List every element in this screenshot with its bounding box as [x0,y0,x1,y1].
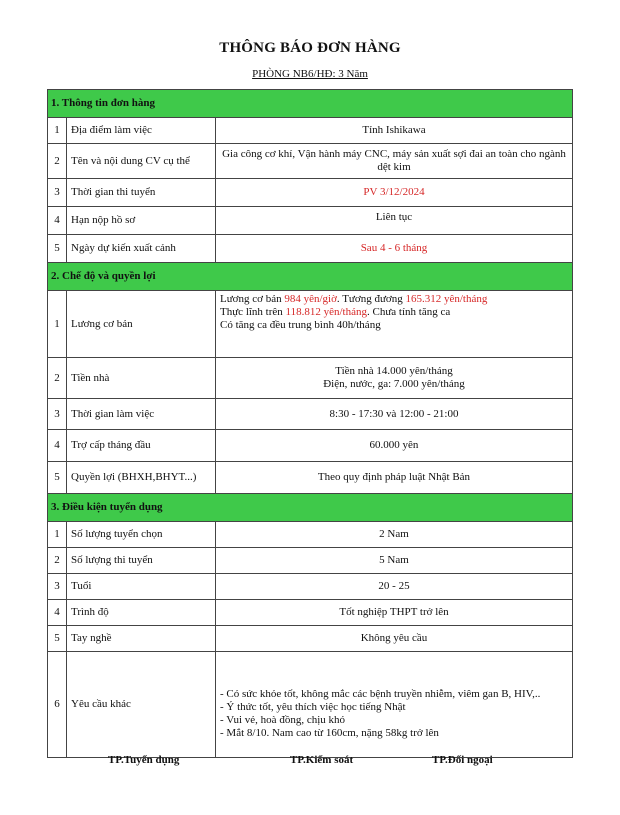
row-label: Tên và nội dung CV cụ thể [67,144,216,179]
row-value: Tốt nghiệp THPT trở lên [216,600,573,626]
row-label: Tay nghề [67,626,216,652]
table-row [48,399,573,430]
row-number: 5 [48,462,67,494]
signature-recruitment: TP.Tuyển dụng [108,754,180,766]
table-row [48,144,573,179]
row-value: Sau 4 - 6 tháng [216,235,573,263]
row-value: Không yêu cầu [216,626,573,652]
row-number: 3 [48,399,67,430]
table-row [48,522,573,548]
row-value: 20 - 25 [216,574,573,600]
row-number: 5 [48,626,67,652]
page-title: THÔNG BÁO ĐƠN HÀNG [219,40,401,56]
table-row [48,358,573,399]
row-value: Liên tục [216,207,573,235]
row-number: 2 [48,548,67,574]
row-label: Hạn nộp hồ sơ [67,207,216,235]
salary-line-1: Lương cơ bản 984 yên/giờ. Tương đương 165.312 yên/tháng [220,293,488,305]
row-label: Ngày dự kiến xuất cảnh [67,235,216,263]
list-item: - Mắt 8/10. Nam cao từ 160cm, nặng 58kg trở lên [220,726,439,739]
utilities-line: Điện, nước, ga: 7.000 yên/tháng [323,378,465,390]
row-label: Thời gian thi tuyển [67,179,216,207]
row-number: 2 [48,358,67,399]
monthly-wage: 165.312 yên/tháng [405,293,488,305]
row-value: 8:30 - 17:30 và 12:00 - 21:00 [216,399,573,430]
row-value: 60.000 yên [216,430,573,462]
table-row [48,118,573,144]
row-value: 2 Nam [216,522,573,548]
list-item: - Ý thức tốt, yêu thích việc học tiếng Nhật [220,700,406,713]
table-row [48,430,573,462]
row-number: 4 [48,207,67,235]
salary-line-3: Có tăng ca đều trung bình 40h/tháng [220,319,381,331]
row-label: Quyền lợi (BHXH,BHYT...) [67,462,216,494]
table-row [48,600,573,626]
section-title: 2. Chế độ và quyền lợi [48,263,573,291]
salary-details [216,291,573,358]
table-row [48,235,573,263]
row-value [216,358,573,399]
row-label: Số lượng tuyển chọn [67,522,216,548]
row-label: Lương cơ bản [67,291,216,358]
row-value: PV 3/12/2024 [216,179,573,207]
section-header-benefits [48,263,573,291]
table-row [48,207,573,235]
rent-line: Tiền nhà 14.000 yên/tháng [335,365,453,377]
row-number: 3 [48,574,67,600]
requirements-list [216,652,573,758]
order-table [47,89,573,758]
row-number: 3 [48,179,67,207]
row-label: Tuổi [67,574,216,600]
row-number: 4 [48,430,67,462]
table-row [48,574,573,600]
table-row [48,462,573,494]
row-label: Số lượng thi tuyển [67,548,216,574]
salary-line-2: Thực lĩnh trên 118.812 yên/tháng. Chưa tính tăng ca [220,306,451,318]
net-wage: 118.812 yên/tháng [285,306,367,318]
row-value: Tỉnh Ishikawa [216,118,573,144]
table-row [48,626,573,652]
signature-control: TP.Kiểm soát [290,754,354,766]
row-value: Gia công cơ khí, Vận hành máy CNC, máy sản xuất sợi đai an toàn cho ngành dệt kim [216,144,573,179]
row-label: Trợ cấp tháng đầu [67,430,216,462]
section-header-requirements [48,494,573,522]
list-item: - Có sức khỏe tốt, không mắc các bệnh truyền nhiễm, viêm gan B, HIV,.. [220,687,541,700]
section-title: 3. Điều kiện tuyển dụng [48,494,573,522]
signature-foreign-affairs: TP.Đối ngoại [432,754,493,766]
row-label: Yêu cầu khác [67,652,216,758]
section-header-order-info [48,90,573,118]
page-subtitle: PHÒNG NB6/HĐ: 3 Năm [252,68,368,80]
row-value: 5 Nam [216,548,573,574]
table-row [48,548,573,574]
row-number: 6 [48,652,67,758]
row-number: 4 [48,600,67,626]
row-number: 1 [48,291,67,358]
row-label: Tiền nhà [67,358,216,399]
list-item: - Vui vẻ, hoà đồng, chịu khó [220,713,346,726]
table-row [48,291,573,358]
row-number: 5 [48,235,67,263]
row-number: 1 [48,118,67,144]
section-title: 1. Thông tin đơn hàng [48,90,573,118]
row-number: 2 [48,144,67,179]
table-row [48,179,573,207]
row-value: Theo quy định pháp luật Nhật Bản [216,462,573,494]
hourly-wage: 984 yên/giờ [284,293,337,305]
row-label: Trình độ [67,600,216,626]
row-number: 1 [48,522,67,548]
table-row [48,652,573,758]
row-label: Địa điểm làm việc [67,118,216,144]
row-label: Thời gian làm việc [67,399,216,430]
